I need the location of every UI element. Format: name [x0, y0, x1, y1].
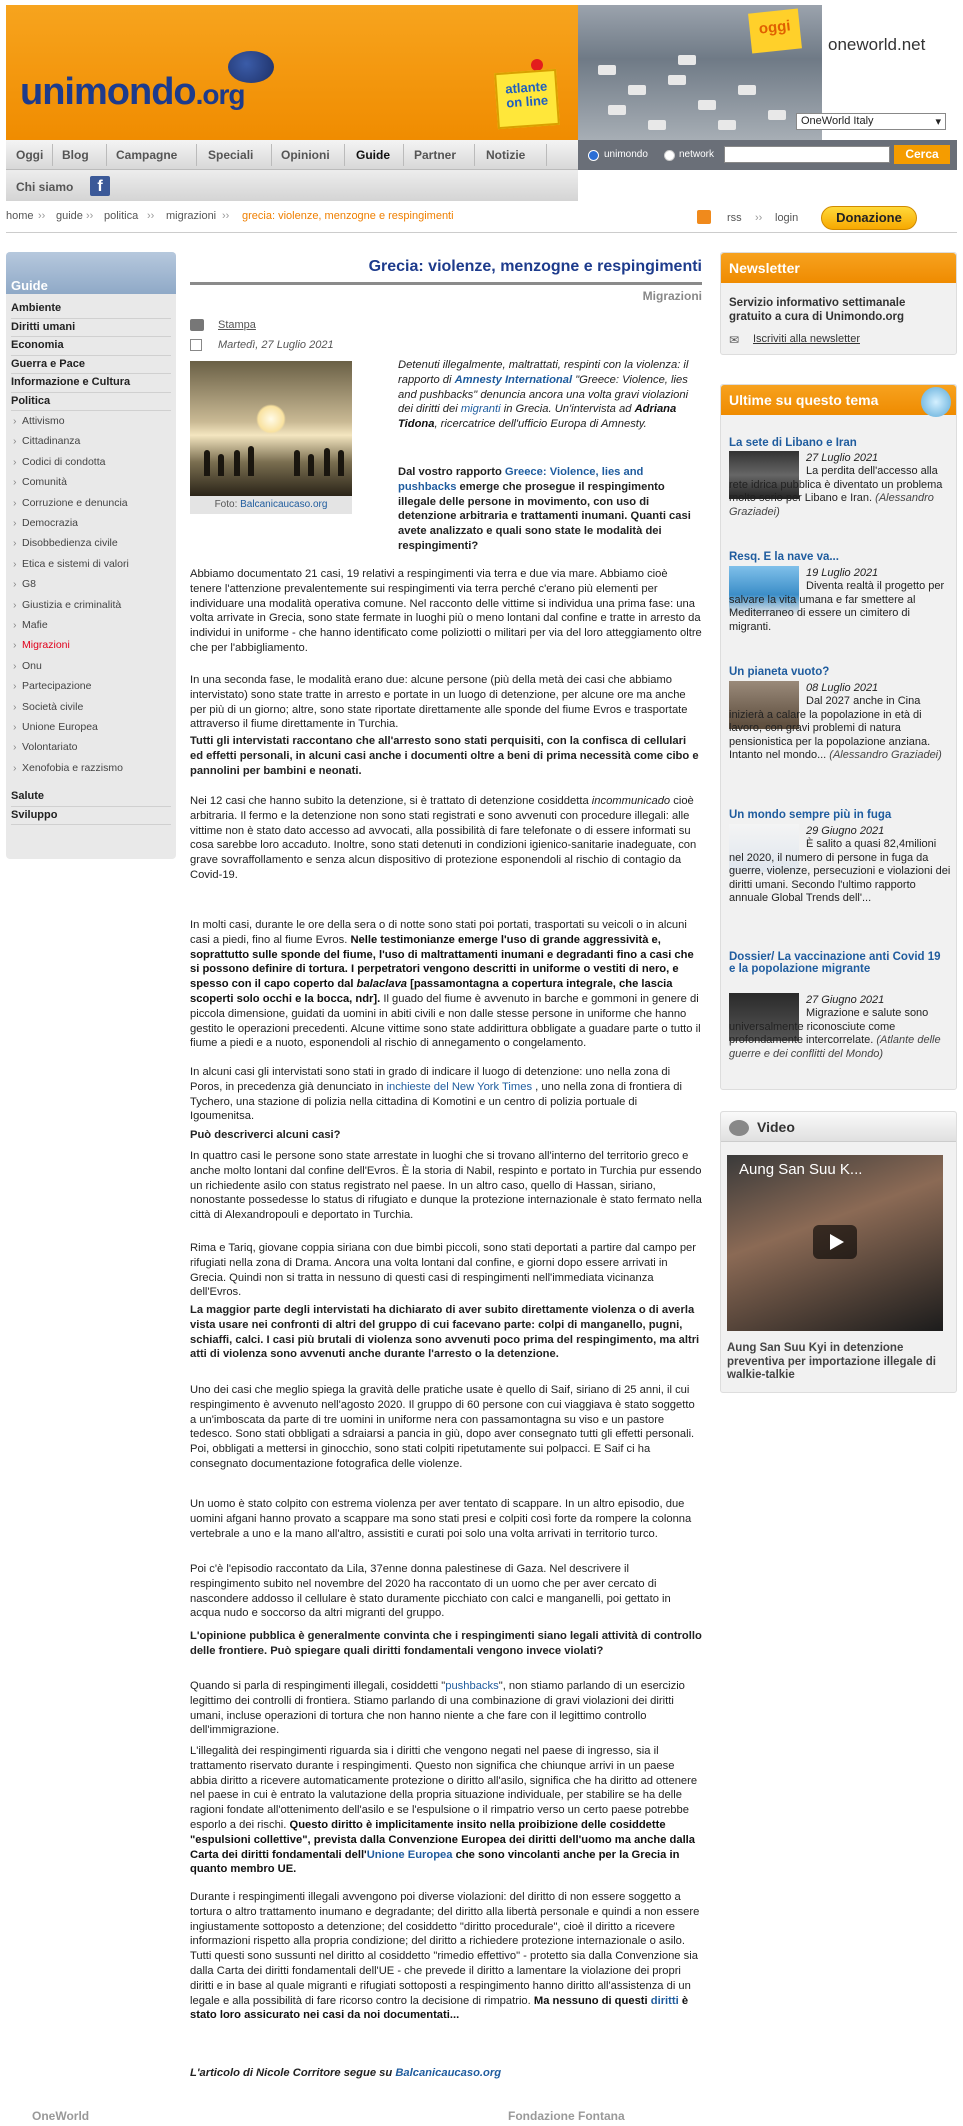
latest-item-text: Diventa realtà il progetto per salvare la vita umana e far smettere al Mediterraneo di essere un cimitero di migranti.: [729, 580, 945, 633]
secondary-nav: [6, 170, 578, 201]
latest-item-date: 27 Luglio 2021: [806, 452, 879, 464]
nyt-link[interactable]: inchieste del New York Times: [386, 1080, 533, 1093]
calendar-icon: [190, 339, 202, 351]
sidebar-subitem-unione-europea[interactable]: › Unione Europea: [22, 721, 98, 733]
latest-header: Ultime su questo tema: [721, 385, 956, 415]
paragraph-14: L'illegalità dei respingimenti riguarda sia i diritti che vengono negati nel paese di ingresso, sia il trattamento riservato durante i respingimenti. Questo non significa che chiunque arrivi in un paese abbia diritto a ricevere automaticamente protezione o diritto all'asilo, significa che ha diritto ad ottenere nel paese in cui è entrato la valutazione della propria situazione individuale, per stabilire se ha delle ragioni fondate all'ottenimento dell'asilo e se l'espulsione o il rimpatrio verso un certo paese potrebbe esporlo a dei rischi. Questo diritto è implicitamente insito nella proibizione delle cosiddette "espulsioni collettive", prevista dalla Convenzione Europea dei diritti dell'uomo ma anche dalla Carta dei diritti fondamentali dell'Unione Europea che sono vincolanti anche per la Grecia in quanto membro UE.: [190, 1745, 698, 1876]
nav-item-opinioni[interactable]: Opinioni: [281, 148, 330, 162]
paragraph-5: In molti casi, durante le ore della sera o di notte sono stati poi portati, trasportati su veicoli o in alcuni casi a piedi, fino al fiume Evros. Nelle testimonianze emerge l'uso di grande aggressività e, soprattutto sulle sponde del fiume, l'uso di maltrattamenti inumani e degradanti fino a casi che si possono definire di tortura. I perpetratori vengono descritti in uniforme o vestiti di nero, e spesso con il capo coperto dal balaclava [passamontagna a copertura integrale, che lascia scoperti solo occhi e la bocca, ndr]. Il guado del fiume è avvenuto in barche e gommoni in genere di piccola dimensione, guidati da uomini in abiti civili e non dalle stesse persone in uniforme che hanno gestito le operazioni precedenti. Alcune vittime sono state addirittura obbligate a guadare parte o tutto il fiume a piedi e a nuoto, esponendoli al rischio di annegamento o congelamento.: [190, 919, 701, 1050]
sidebar-header: [6, 252, 176, 294]
latest-item-title[interactable]: Dossier/ La vaccinazione anti Covid 19 e la popolazione migrante: [729, 951, 941, 975]
nav-item-blog[interactable]: Blog: [62, 148, 89, 162]
breadcrumb-home[interactable]: home: [6, 210, 34, 222]
radio-label-network: network: [679, 149, 715, 160]
sidebar-subitem-giustizia-e-criminalit-[interactable]: › Giustizia e criminalità: [22, 599, 121, 611]
donate-button[interactable]: Donazione: [821, 206, 917, 230]
radio-unimondo[interactable]: [588, 150, 599, 161]
sidebar-item-informazione-e-cultura[interactable]: Informazione e Cultura: [11, 376, 131, 388]
paragraph-2: In una seconda fase, le modalità erano due: alcune persone (più della metà dei casi che abbiamo intervistato) sono state tratte in arresto e portate in un luogo di detenzione, per alcune ore ma anche per più di un giorno; altre, sono state riportate direttamente alle sponde del fiume Evros e trasportate attraverso il fiume direttamente in Turchia.: [190, 674, 688, 731]
search-input[interactable]: [724, 146, 890, 163]
sidebar-subitem-codici-di-condotta[interactable]: › Codici di condotta: [22, 456, 105, 468]
sidebar-item-economia[interactable]: Economia: [11, 339, 64, 351]
paragraph-13: Quando si parla di respingimenti illegali, cosiddetti "pushbacks", non stiamo parlando di un esercizio legittimo dei controlli di frontiera. Stiamo parlando di una combinazione di gravi violazioni dei diritti umani, incluse operazioni di tortura che non hanno niente a che fare con il legittimo controllo dell'immigrazione.: [190, 1680, 685, 1737]
rss-link[interactable]: rss: [727, 212, 742, 224]
paragraph-1: Abbiamo documentato 21 casi, 19 relativi a respingimenti via terra e due via mare. Abbiamo cioè tenere l'attenzione prevalentemente sui respingimenti via terra perché c'erano più elementi per individuare una modalità operativa comune. Nel racconto delle vittime si individua una prima fase: una volta arrivate in Grecia, sono state fermate in luoghi più o meno lontani dal confine e tratte in arresto da individui in uniforme - che hanno identificato come poliziotti o militari per via del loro atteggiamento oltre che per l'abbigliamento.: [190, 568, 702, 654]
sidebar-item-salute[interactable]: Salute: [11, 790, 45, 803]
article-date: Martedì, 27 Luglio 2021: [218, 339, 334, 351]
footer-fondazione[interactable]: Fondazione Fontana: [508, 2109, 625, 2123]
radio-network[interactable]: [664, 150, 675, 161]
rss-icon[interactable]: [697, 210, 711, 224]
utility-links: rss ›› login Donazione: [697, 206, 957, 230]
site-header: [6, 5, 957, 140]
sidebar-subitem-xenofobia-e-razzismo[interactable]: › Xenofobia e razzismo: [22, 762, 123, 774]
guide-sidebar: [6, 252, 176, 859]
envelope-icon: ✉: [729, 333, 740, 347]
region-select[interactable]: OneWorld Italy ▾: [796, 113, 946, 130]
video-header: Video: [721, 1112, 956, 1142]
latest-item-title[interactable]: La sete di Libano e Iran: [729, 437, 857, 449]
nav-item-partner[interactable]: Partner: [414, 148, 457, 162]
report-link[interactable]: Greece: Violence, lies and pushbacks: [398, 466, 644, 493]
photo-caption: Foto: Balcanicaucaso.org: [190, 496, 352, 514]
nav-item-chi-siamo[interactable]: Chi siamo: [16, 180, 74, 194]
globe-icon: [228, 51, 274, 83]
article-outro: L'articolo di Nicole Corritore segue su Balcanicaucaso.org: [190, 2067, 502, 2079]
latest-item-date: 08 Luglio 2021: [806, 682, 879, 694]
sidebar-item-ambiente[interactable]: Ambiente: [11, 302, 62, 314]
sidebar-item-guerra-e-pace[interactable]: Guerra e Pace: [11, 357, 85, 370]
search-bar: [578, 140, 957, 170]
sidebar-item-sviluppo[interactable]: Sviluppo: [11, 808, 58, 821]
migranti-link[interactable]: migranti: [460, 403, 501, 416]
paragraph-3: Tutti gli intervistati raccontano che all'arresto sono stati perquisiti, con la confisca di cellulari ed effetti personali, in alcuni casi anche i documenti oltre a beni di prima necessità come cibo e pannolini per bambini e neonati.: [190, 735, 699, 777]
newsletter-signup-link[interactable]: Iscriviti alla newsletter: [753, 333, 860, 345]
nav-item-speciali[interactable]: Speciali: [208, 148, 254, 162]
sidebar-subitem-corruzione-e-denuncia[interactable]: › Corruzione e denuncia: [22, 497, 128, 509]
question-3: L'opinione pubblica è generalmente convinta che i respingimenti siano legali attività di controllo delle frontiere. Può spiegare quali diritti fondamentali vengono invece violati?: [190, 1630, 702, 1657]
sidebar-title: Guide: [11, 278, 48, 293]
breadcrumb-politica[interactable]: politica: [104, 210, 139, 222]
sidebar-subitem-migrazioni[interactable]: › Migrazioni: [22, 639, 70, 651]
latest-item-title[interactable]: Resq. E la nave va...: [729, 551, 839, 563]
balcanicaucaso-link[interactable]: Balcanicaucaso.org: [395, 2067, 502, 2079]
sidebar-subitem-onu[interactable]: › Onu: [22, 660, 42, 672]
latest-box: [720, 384, 957, 1090]
article-title: Grecia: violenze, menzogne e respingimenti: [368, 258, 702, 275]
latest-item-text: È salito a quasi 82,4milioni nel 2020, il numero di persone in fuga da guerre, violenze, persecuzioni e violazioni dei diritti umani. Secondo l'ultimo rapporto annuale Global Trends dell'...: [729, 838, 951, 904]
article-photo: [190, 361, 352, 496]
sidebar-subitem-volontariato[interactable]: › Volontariato: [22, 741, 77, 753]
paragraph-15: Durante i respingimenti illegali avvengono poi diverse violazioni: del diritto di non essere soggetto a tortura o altro trattamento inumano e degradante; del diritto alla libertà personale e quindi a non essere ingiustamente sottoposto a detenzione; del cosiddetto "diritto procedurale", cioè il diritto a ricevere informazioni rispetto alla propria condizione; del diritto a richiedere protezione internazionale o asilo. Tutti questi sono sussunti nel diritto al cosiddetto "rimedio effettivo" - protetto sia dalla Convenzione sia dalla Carta dei diritti fondamentali dell'UE - che prevede il diritto a lamentare la violazione dei propri diritti e in base al quale migranti e rifugiati sottoposti a respingimento hanno diritto all'assistenza di un legale e alla possibilità di fare ricorso contro la decisione di rimpatrio. Ma nessuno di questi diritti è stato loro assicurato nei casi da noi documentati...: [190, 1891, 700, 2022]
amnesty-link[interactable]: Amnesty International: [454, 373, 573, 386]
paragraph-8: Rima e Tariq, giovane coppia siriana con due bimbi piccoli, sono stati deportati a partire dal campo per rifugiati nella zona di Drama. Ancora una volta lontani dal confine, e giorni dopo essere arrivati in Grecia. Quindi non si tratta in nessuno di questi casi di respingimenti nell'immediata vicinanza dell'Evros.: [190, 1242, 696, 1299]
photo-source-link[interactable]: Balcanicaucaso.org: [240, 499, 328, 510]
sidebar-subitem-comunit-[interactable]: › Comunità: [22, 476, 67, 488]
radio-label-unimondo: unimondo: [604, 149, 648, 160]
sidebar-item-politica[interactable]: Politica: [11, 394, 51, 407]
play-icon[interactable]: [813, 1225, 857, 1259]
latest-item-text: La perdita dell'accesso alla rete idrica pubblica è diventato un problema molto serio per Libano e Iran. (Alessandro Graziadei): [729, 465, 943, 518]
latest-item-title[interactable]: Un pianeta vuoto?: [729, 666, 830, 678]
pushbacks-link[interactable]: pushbacks: [445, 1680, 499, 1692]
footer-oneworld[interactable]: OneWorld: [32, 2109, 90, 2123]
breadcrumb: home ›› guide ›› politica ›› migrazioni ›› grecia: violenze, menzogne e respingimenti: [6, 210, 454, 222]
breadcrumb-guide[interactable]: guide: [56, 210, 83, 222]
nav-item-campagne[interactable]: Campagne: [116, 148, 178, 162]
paragraph-9: La maggior parte degli intervistati ha dichiarato di aver subito direttamente violenza o di averla vista usare nei confronti di altri del gruppo di cui facevano parte: colpi di manganello, pugni, schiaffi, calci. I casi più brutali di violenza sono avvenuti poco prima del respingimento, ma altri atti di violenza sono avvenuti anche durante l'arresto o la detenzione.: [190, 1304, 700, 1361]
latest-item-date: 29 Giugno 2021: [806, 825, 885, 837]
footer: [0, 2105, 963, 2126]
newsletter-text: Servizio informativo settimanale gratuito a cura di Unimondo.org: [729, 297, 906, 323]
article-category[interactable]: Migrazioni: [642, 289, 702, 303]
sidebar-subitem-societ-civile[interactable]: › Società civile: [22, 701, 83, 713]
sidebar-subitem-mafie[interactable]: › Mafie: [22, 619, 48, 631]
nav-item-guide[interactable]: Guide: [356, 148, 391, 162]
oggi-badge[interactable]: oggi: [748, 8, 802, 53]
paragraph-12: Poi c'è l'episodio raccontato da Lila, 37enne donna palestinese di Gaza. Nel descrivere il respingimento subito nel novembre del 2020 ha raccontato di un uomo che per aver cercato di nascondere addosso il cellulare è stato duramente picchiato con calci e manganelli, poi gettato in acqua nudo e soccorso da altri migranti del gruppo.: [190, 1563, 671, 1620]
breadcrumb-current: grecia: violenze, menzogne e respingimenti: [242, 210, 454, 222]
newsletter-box: [720, 252, 957, 355]
question-2: Può descriverci alcuni casi?: [190, 1129, 341, 1141]
chevron-down-icon: ▾: [935, 116, 941, 128]
sidebar-subitem-g-[interactable]: › G8: [22, 578, 36, 590]
sidebar-subitem-disobbedienza-civile[interactable]: › Disobbedienza civile: [22, 537, 118, 549]
print-link[interactable]: Stampa: [218, 319, 256, 331]
video-thumb-title: Aung San Suu K...: [739, 1161, 863, 1178]
sidebar-subitem-etica-e-sistemi-di-valori[interactable]: › Etica e sistemi di valori: [22, 558, 129, 570]
sidebar-subitem-partecipazione[interactable]: › Partecipazione: [22, 680, 91, 692]
atlante-online-badge[interactable]: atlante on line: [494, 69, 560, 129]
paragraph-4: Nei 12 casi che hanno subito la detenzione, si è trattato di detenzione cosiddetta incommunicado cioè arbitraria. Il fermo e la detenzione non sono stati registrati e sono avvenuti con procedure illegali: alle vittime non è stato dato accesso ad avvocati, alla possibilità di fare telefonate o di essere informati su cosa sarebbe loro accaduto. Inoltre, sono stati detenuti in condizioni igienico-sanitarie inadeguate, con grave sovraffollamento e senza alcun dispositivo di protezione esponendoli al rischio di contagio da Covid-19.: [190, 795, 697, 881]
header-banner: [6, 5, 578, 140]
video-caption[interactable]: Aung San Suu Kyi in detenzione preventiva per importazione illegale di walkie-talkie: [727, 1342, 936, 1381]
sidebar-item-diritti-umani[interactable]: Diritti umani: [11, 320, 76, 333]
site-logo[interactable]: unimondo.org: [20, 71, 245, 113]
sidebar-subitem-cittadinanza[interactable]: › Cittadinanza: [22, 435, 80, 447]
sidebar-subitem-attivismo[interactable]: › Attivismo: [22, 415, 65, 427]
nav-item-oggi[interactable]: Oggi: [16, 148, 44, 162]
search-button[interactable]: Cerca: [894, 145, 950, 164]
paragraph-11: Un uomo è stato colpito con estrema violenza per aver tentato di scappare. In un altro episodio, due uomini afgani hanno provato a scappare ma sono stati presi e colpiti così forte da rompere la colonna vertebrale a uno e la mano all'altro, assistiti e curati poi solo una volta arrivati in territorio turco.: [190, 1498, 692, 1540]
diritti-link[interactable]: diritti: [650, 1994, 679, 2007]
question-1: Dal vostro rapporto Greece: Violence, lies and pushbacks emerge che prosegue il respingimento illegale delle persone in movimento, con uso di detenzione arbitraria e trattamenti inumani. Quanti casi avete analizzato e quali sono state le modalità dei respingimenti?: [398, 466, 691, 552]
latest-item-text: Migrazione e salute sono universalmente riconosciute come profondamente intercorrelate. (Atlante delle guerre e dei conflitti del Mondo): [729, 1007, 941, 1060]
globe-icon: [921, 387, 951, 417]
nav-item-notizie[interactable]: Notizie: [486, 148, 526, 162]
main-nav: [6, 140, 578, 170]
latest-item-date: 27 Giugno 2021: [806, 994, 885, 1006]
paragraph-10: Uno dei casi che meglio spiega la gravità delle pratiche usate è quello di Saif, siriano di 25 anni, il cui respingimento è avvenuto nell'agosto 2020. Il gruppo di 60 persone con cui viaggiava è stato soggetto a un'imboscata da parte di tre uomini in uniforme nera con passamontagna su viso e un pastore tedesco. Sono stati obbligati a sdraiarsi a pancia in giù, dopo aver consegnato tutti gli effetti personali. Poi, obbligati a mettersi in ginocchio, sono stati colpiti ripetutamente sui polpacci. E Saif ci ha consegnato documentazione fotografica delle violenze.: [190, 1384, 695, 1470]
breadcrumb-migrazioni[interactable]: migrazioni: [166, 210, 217, 222]
latest-item-date: 19 Luglio 2021: [806, 567, 879, 579]
video-thumbnail[interactable]: [727, 1155, 943, 1331]
facebook-icon[interactable]: f: [90, 176, 110, 196]
sidebar-subitem-democrazia[interactable]: › Democrazia: [22, 517, 78, 529]
latest-item-title[interactable]: Un mondo sempre più in fuga: [729, 809, 892, 821]
article-intro: Detenuti illegalmente, maltrattati, respinti con la violenza: il rapporto di Amnesty International "Greece: Violence, lies and pushbacks" denuncia ancora una volta gravi violazioni dei diritti dei migranti in Grecia. Un'intervista ad Adriana Tidona, ricercatrice dell'ufficio Europa di Amnesty.: [398, 359, 689, 431]
traffic-photo: [578, 5, 957, 140]
oneworld-logo[interactable]: oneworld.net: [828, 35, 926, 54]
login-link[interactable]: login: [775, 212, 799, 224]
unione-europea-link[interactable]: Unione Europea: [366, 1848, 453, 1861]
paragraph-7: In quattro casi le persone sono state arrestate in luoghi che si trovano all'interno del territorio greco e anche molto lontani dal confine dell'Evros. È la storia di Nabil, respinto e portato in Turchia pur essendo un richiedente asilo con status registrato nel paese. In un altro caso, quello di Hassan, siriano, nonostante possedesse lo status di rifugiato e dunque la protezione internazionale è stato fermato nella città di Alexandropouli e deportato in Turchia.: [190, 1150, 702, 1222]
paragraph-6: In alcuni casi gli intervistati sono stati in grado di indicare il luogo di detenzione: uno nella zona di Poros, in precedenza già denunciato in inchieste del New York Times , uno nella zona di frontiera di Tychero, una stazione di polizia nella cittadina di Komotini e un centro di polizia portuale di Igoumenitsa.: [190, 1066, 682, 1123]
printer-icon[interactable]: [190, 319, 204, 331]
film-reel-icon: [729, 1120, 749, 1136]
newsletter-header: Newsletter: [721, 253, 956, 283]
latest-item-text: Dal 2027 anche in Cina inizierà a calare la popolazione in età di lavoro, con gravi problemi di natura pensionistica per la popolazione anziana. Intanto nel mondo... (Alessandro Graziadei): [729, 695, 942, 761]
